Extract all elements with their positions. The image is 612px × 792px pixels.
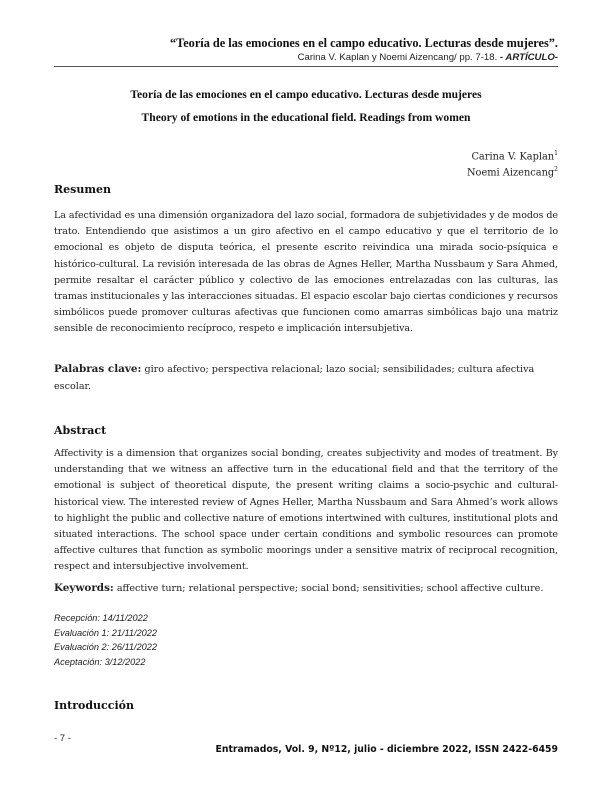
resumen-keywords-list: giro afectivo; perspectiva relacional; lazo social; sensibilidades; cultura afectiva escolar. bbox=[54, 364, 535, 392]
author-1-note[interactable]: 1 bbox=[554, 150, 558, 157]
abstract-heading: Abstract bbox=[54, 424, 107, 437]
submission-dates bbox=[54, 611, 157, 669]
abstract-keywords-list: affective turn; relational perspective; social bond; sensitivities; school affective culture. bbox=[116, 583, 544, 594]
introduccion-heading: Introducción bbox=[54, 699, 134, 712]
date-evaluacion-2: Evaluación 2: 26/11/2022 bbox=[54, 642, 158, 653]
author-1 bbox=[471, 150, 558, 162]
author-1-name: Carina V. Kaplan bbox=[471, 151, 555, 163]
resumen-keywords-label: Palabras clave: bbox=[54, 363, 142, 375]
journal-footer: Entramados, Vol. 9, Nº12, julio - diciembre 2022, ISSN 2422-6459 bbox=[215, 744, 558, 755]
running-header-authors-pages: Carina V. Kaplan y Noemi Aizencang/ pp. 7-18. bbox=[297, 52, 498, 63]
article-title-en: Theory of emotions in the educational field. Readings from women bbox=[141, 111, 471, 124]
author-2 bbox=[467, 166, 558, 178]
date-evaluacion-1: Evaluación 1: 21/11/2022 bbox=[54, 627, 158, 638]
resumen-heading: Resumen bbox=[54, 183, 111, 196]
abstract-body: Affectivity is a dimension that organizes social bonding, creates subjectivity and modes of treatment. By understanding that we witness an affective turn in the educational field and that the territory of the emotional is subject of theoretical dispute, the present writing claims a socio-psychic and cultural-historical view. The interested review of Agnes Heller, Martha Nussbaum and Sara Ahmed’s work allows to highlight the public and collective nature of emotions intertwined with cultures, institutional plots and situated interactions. The school space under certain conditions and symbolic resources can promote affective cultures that function as symbolic moorings under a sensitive matrix of reciprocal recognition, respect and intersubjective involvement. bbox=[54, 448, 558, 573]
page-number: - 7 - bbox=[54, 733, 71, 744]
resumen-body: La afectividad es una dimensión organizadora del lazo social, formadora de subjetividades y de modos de trato. Entendiendo que asistimos a un giro afectivo en el campo educativo y que el territorio de lo emocional es objeto de disputa teórica, el presente escrito reivindica una mirada socio-psíquica e histórico-cultural. La revisión interesada de las obras de Agnes Heller, Martha Nussbaum y Sara Ahmed, permite resaltar el carácter público y colectivo de las emociones entrelazadas con las culturas, las tramas institucionales y las interacciones situadas. El espacio escolar bajo ciertas condiciones y recursos simbólicos puede promover culturas afectivas que funcionen como amarras simbólicas bajo una matriz sensible de reconocimiento recíproco, respeto e implicación intersubjetiva. bbox=[54, 210, 558, 335]
abstract-keywords bbox=[54, 580, 558, 598]
resumen-keywords bbox=[54, 361, 558, 395]
article-title-es: Teoría de las emociones en el campo educativo. Lecturas desde mujeres bbox=[130, 88, 482, 101]
author-2-note[interactable]: 2 bbox=[554, 166, 558, 173]
abstract-keywords-label: Keywords: bbox=[54, 582, 114, 594]
author-2-name: Noemi Aizencang bbox=[466, 167, 555, 179]
running-header-title: “Teoría de las emociones en el campo educativo. Lecturas desde mujeres”. bbox=[170, 36, 558, 50]
section-tag: - ARTÍCULO- bbox=[499, 52, 558, 63]
running-header-authors bbox=[298, 52, 558, 63]
header-rule bbox=[54, 66, 558, 67]
date-aceptacion: Aceptación: 3/12/2022 bbox=[54, 656, 146, 667]
date-recepcion: Recepción: 14/11/2022 bbox=[54, 613, 148, 623]
